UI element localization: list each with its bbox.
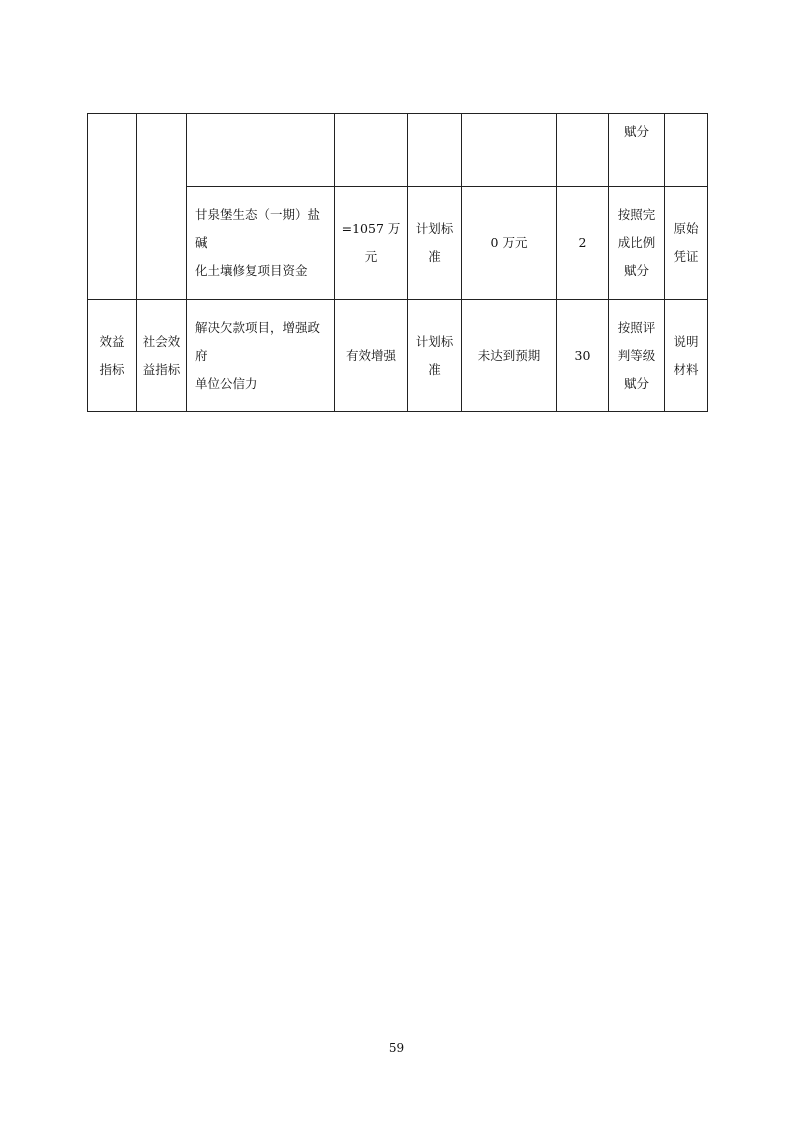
scoring-method-cell <box>609 300 665 412</box>
scoring-method-text: 按照完 成比例 赋分 <box>617 207 656 278</box>
evidence-cell <box>665 300 708 412</box>
actual-value-cell <box>462 114 557 187</box>
score-text: 30 <box>574 347 591 363</box>
indicator-cell <box>187 114 335 187</box>
level1-cell <box>88 300 137 412</box>
target-value-cell <box>335 114 408 187</box>
actual-value-text: 0 万元 <box>490 235 528 250</box>
level2-cell-empty <box>137 114 187 300</box>
level2-text: 社会效 益指标 <box>142 333 181 377</box>
indicator-cell <box>187 300 335 412</box>
score-cell <box>557 187 609 300</box>
level1-cell-empty <box>88 114 137 300</box>
page-number: 59 <box>388 1041 405 1055</box>
value-basis-cell <box>408 300 462 412</box>
actual-value-cell <box>462 187 557 300</box>
evidence-cell <box>665 187 708 300</box>
evidence-text: 说明 材料 <box>673 333 699 377</box>
value-basis-text: 计划标 准 <box>415 333 454 377</box>
target-value-text: 有效增强 <box>345 347 396 363</box>
indicator-text: 解决欠款项目，增强政府 单位公信力 <box>195 319 321 391</box>
performance-indicator-table <box>87 113 708 412</box>
value-basis-cell <box>408 187 462 300</box>
actual-value-cell <box>462 300 557 412</box>
scoring-method-cell <box>609 114 665 187</box>
level2-cell <box>137 300 187 412</box>
score-cell <box>557 114 609 187</box>
target-value-text: =1057 万元 <box>341 221 401 264</box>
table-row <box>88 300 708 412</box>
level1-text: 效益 指标 <box>99 333 125 377</box>
scoring-method-text: 按照评 判等级 赋分 <box>617 319 656 391</box>
indicator-text: 甘泉堡生态（一期）盐碱 化土壤修复项目资金 <box>195 207 321 278</box>
value-basis-cell <box>408 114 462 187</box>
scoring-method-cell <box>609 187 665 300</box>
table-row <box>88 114 708 187</box>
evidence-text: 原始 凭证 <box>673 221 699 264</box>
score-text: 2 <box>578 235 587 250</box>
score-cell <box>557 300 609 412</box>
indicator-cell <box>187 187 335 300</box>
value-basis-text: 计划标 准 <box>415 221 454 264</box>
target-value-cell <box>335 300 408 412</box>
evidence-cell <box>665 114 708 187</box>
actual-value-text: 未达到预期 <box>477 347 541 363</box>
scoring-method-text: 赋分 <box>623 124 649 139</box>
target-value-cell <box>335 187 408 300</box>
